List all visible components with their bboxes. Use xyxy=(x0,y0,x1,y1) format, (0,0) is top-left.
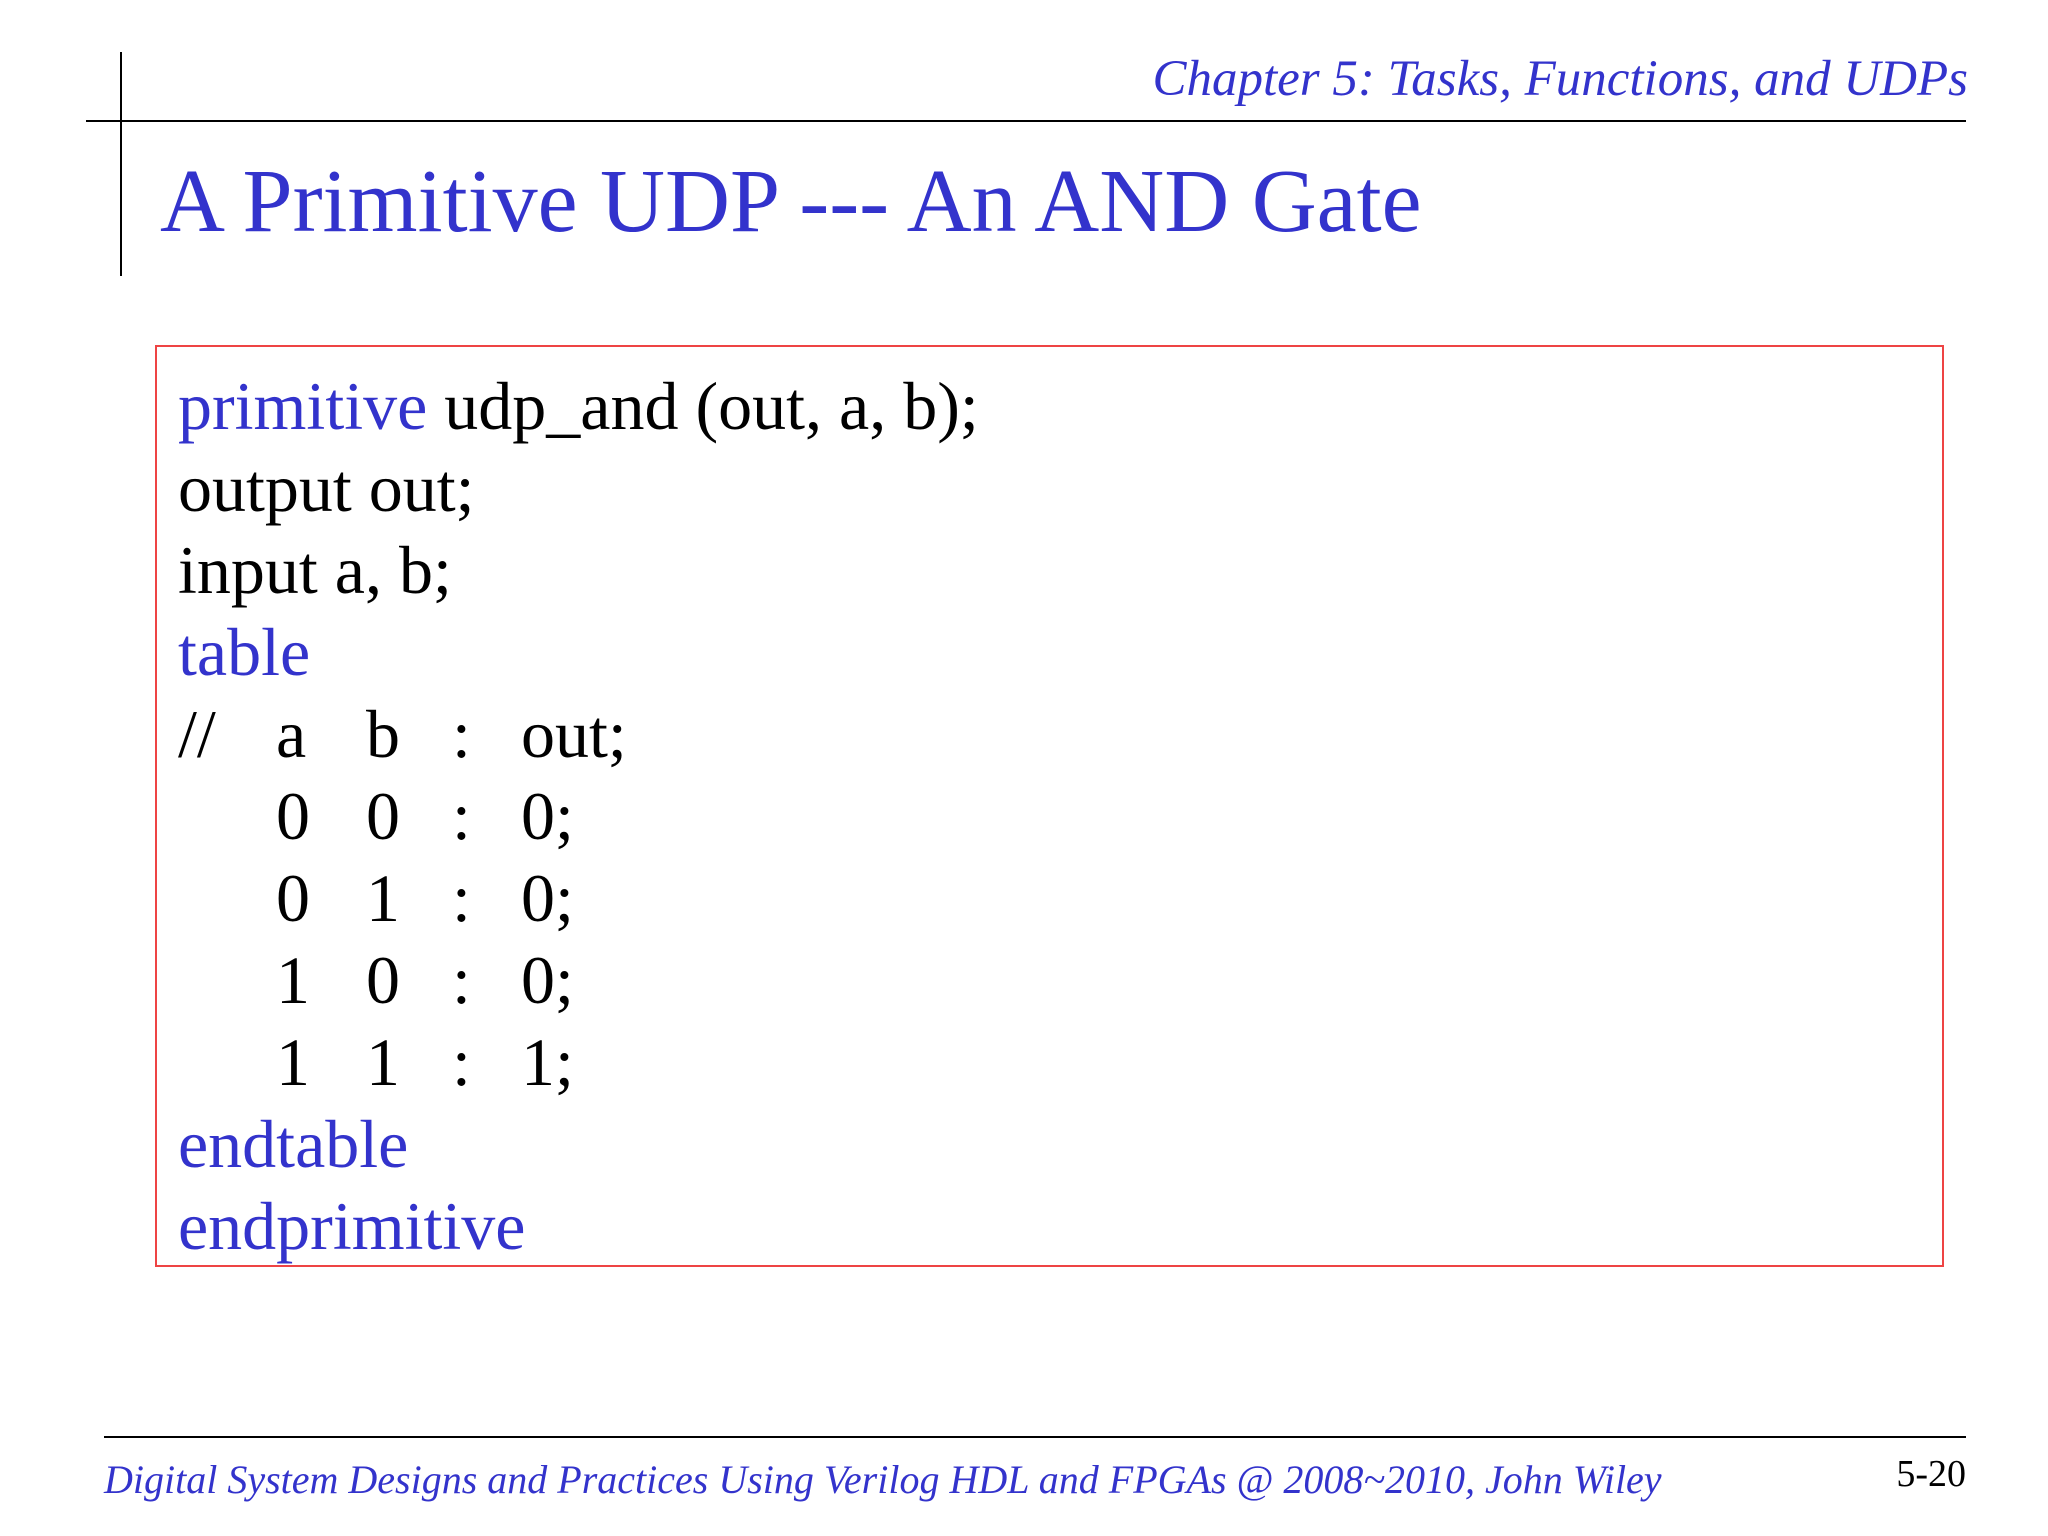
header-horizontal-rule xyxy=(86,120,1966,122)
table-row xyxy=(157,942,857,1018)
table-cell-a: 0 xyxy=(276,778,310,854)
code-box xyxy=(155,345,1944,1267)
code-line-output: output out; xyxy=(178,450,475,526)
keyword-table: table xyxy=(178,614,311,690)
table-cell-b: 1 xyxy=(366,1024,400,1100)
code-line-input: input a, b; xyxy=(178,532,452,608)
table-cell-separator: : xyxy=(452,942,471,1018)
table-cell-b: 1 xyxy=(366,860,400,936)
footer-rule xyxy=(104,1436,1966,1438)
keyword-endtable: endtable xyxy=(178,1106,409,1182)
table-header-out: out; xyxy=(521,696,627,772)
table-header-a: a xyxy=(276,696,307,772)
table-cell-b: 0 xyxy=(366,942,400,1018)
table-cell-b: 0 xyxy=(366,778,400,854)
primitive-declaration: udp_and (out, a, b); xyxy=(427,368,979,444)
table-row xyxy=(157,860,857,936)
table-cell-a: 1 xyxy=(276,1024,310,1100)
footer-book-credit: Digital System Designs and Practices Using Verilog HDL and FPGAs @ 2008~2010, John Wiley xyxy=(104,1457,1662,1502)
table-comment: // xyxy=(178,696,216,772)
keyword-endprimitive: endprimitive xyxy=(178,1188,526,1264)
table-cell-separator: : xyxy=(452,1024,471,1100)
table-row xyxy=(157,1024,857,1100)
table-header-row xyxy=(157,696,857,772)
code-line-primitive xyxy=(178,368,979,444)
table-cell-out: 0; xyxy=(521,778,574,854)
table-cell-a: 0 xyxy=(276,860,310,936)
table-cell-separator: : xyxy=(452,778,471,854)
slide-title: A Primitive UDP --- An AND Gate xyxy=(160,152,1422,251)
table-cell-a: 1 xyxy=(276,942,310,1018)
table-header-separator: : xyxy=(452,696,471,772)
table-cell-out: 0; xyxy=(521,860,574,936)
keyword-primitive: primitive xyxy=(178,368,428,444)
table-row xyxy=(157,778,857,854)
table-header-b: b xyxy=(366,696,400,772)
table-cell-out: 0; xyxy=(521,942,574,1018)
table-cell-out: 1; xyxy=(521,1024,574,1100)
page-number: 5-20 xyxy=(1896,1453,1966,1495)
header-vertical-rule xyxy=(120,52,122,276)
table-cell-separator: : xyxy=(452,860,471,936)
chapter-heading: Chapter 5: Tasks, Functions, and UDPs xyxy=(1152,51,1968,107)
